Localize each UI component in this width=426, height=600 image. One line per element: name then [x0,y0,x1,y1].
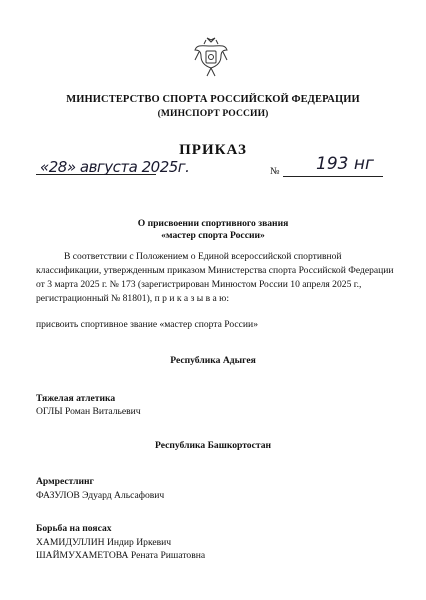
handwritten-number: 193 нг [316,154,374,174]
ministry-short-name: (МИНСПОРТ РОССИИ) [157,108,269,119]
sport-heading: Тяжелая атлетика [36,393,116,404]
subject-line-2: «мастер спорта России» [161,230,265,241]
body-line-3: от 3 марта 2025 г. № 173 (зарегистрирован Минюстом России 10 апреля 2025 г., [36,279,362,290]
region-heading: Республика Башкортостан [154,440,272,451]
number-label: № [270,166,280,177]
body-line-2: классификации, утвержденным приказом Министерства спорта Российской Федерации [36,265,394,276]
sport-heading: Борьба на поясах [36,523,112,534]
handwritten-date: «28» августа 2025г. [40,158,190,176]
russian-coat-of-arms-icon [193,36,229,82]
athlete-name: ОГЛЫ Роман Витальевич [36,406,141,417]
region-heading: Республика Адыгея [170,355,256,366]
body-line-1 [36,250,398,264]
ministry-name: МИНИСТЕРСТВО СПОРТА РОССИЙСКОЙ ФЕДЕРАЦИИ [66,94,360,105]
athlete-name: ФАЗУЛОВ Эдуард Альсафович [36,490,165,501]
number-underline [283,176,383,177]
athlete-name: ШАЙМУХАМЕТОВА Рената Ришатовна [36,550,206,561]
body-line-4: регистрационный № 81801), п р и к а з ы в а ю: [36,293,230,304]
sport-heading: Армрестлинг [36,476,94,487]
subject-line-1: О присвоении спортивного звания [137,218,289,229]
decree-text: присвоить спортивное звание «мастер спорта России» [36,319,258,330]
body-line-1-text: В соответствии с Положением о Единой всероссийской спортивной [64,251,342,262]
document-type-title: ПРИКАЗ [179,142,247,158]
athlete-name: ХАМИДУЛЛИН Индир Иркевич [36,537,172,548]
